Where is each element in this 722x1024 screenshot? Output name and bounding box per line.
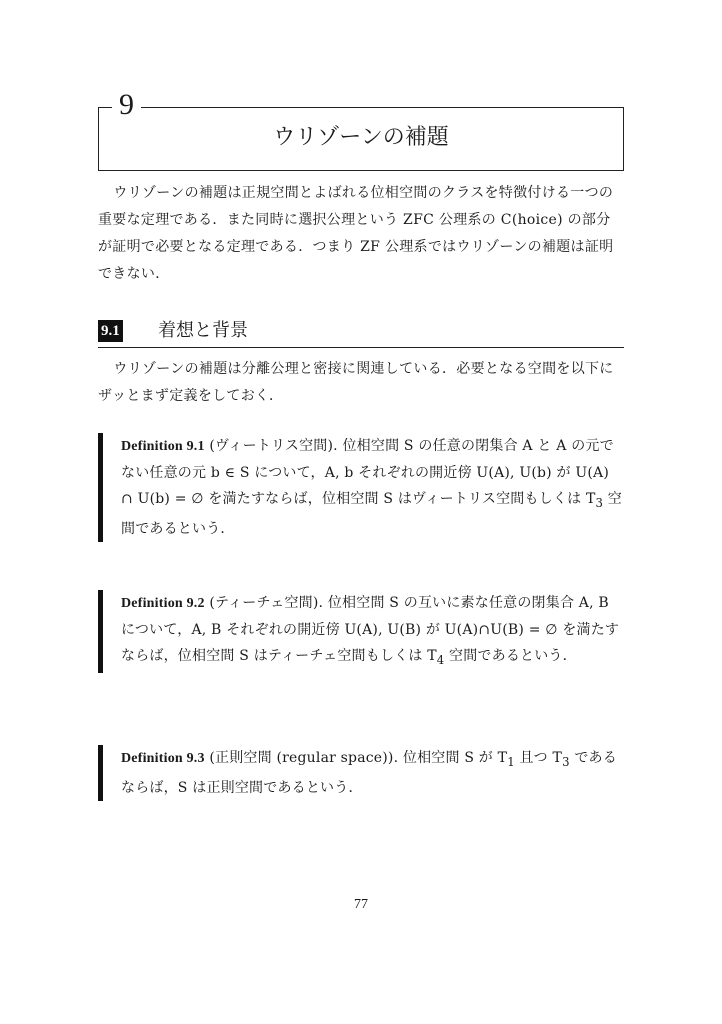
definition-name: (ヴィートリス空間).	[209, 438, 338, 454]
definition-text	[121, 745, 624, 801]
definition-body-mid: 且つ T	[514, 750, 563, 766]
subscript: 3	[562, 754, 570, 769]
definition-body-end: 空間であるという．	[121, 491, 622, 537]
definition-body-end: であるならば，S は正則空間であるという．	[121, 750, 617, 796]
page-number: 77	[354, 897, 368, 912]
definition-label: Definition 9.1	[121, 439, 205, 454]
definition-label: Definition 9.3	[121, 751, 205, 766]
definition-body-end: 空間であるという．	[444, 648, 577, 664]
subscript: 4	[436, 652, 445, 667]
section-heading	[98, 318, 624, 348]
definition-name: (正則空間 (regular space)).	[209, 750, 399, 766]
chapter-number: 9	[112, 88, 141, 122]
subscript: 3	[595, 495, 604, 510]
definition-block-9-1	[98, 433, 624, 542]
definition-block-9-3	[98, 745, 624, 801]
definition-body: 位相空間 S の任意の閉集合 A と A の元でない任意の元 b ∈ S について，A, b それぞれの開近傍 U(A), U(b) が U(A) ∩ U(b) = ∅ を満たすならば，位相空間 S はヴィートリス空間もしくは T	[121, 438, 614, 507]
definition-name: (ティーチェ空間).	[209, 595, 324, 611]
definition-body: 位相空間 S が T	[402, 750, 508, 766]
definition-body: 位相空間 S の互いに素な任意の閉集合 A, B について，A, B それぞれの開近傍 U(A), U(B) が U(A)∩U(B) = ∅ を満たすならば，位相空間 S はティーチェ空間もしくは T	[121, 595, 620, 664]
definition-label: Definition 9.2	[121, 596, 205, 611]
definition-text	[121, 590, 624, 673]
subscript: 1	[507, 754, 515, 769]
chapter-title: ウリゾーンの補題	[273, 125, 449, 150]
section-number: 9.1	[98, 320, 123, 342]
section-intro-paragraph: ウリゾーンの補題は分離公理と密接に関連している．必要となる空間を以下にザッとまず定義をしておく．	[98, 361, 614, 404]
chapter-intro-paragraph: ウリゾーンの補題は正規空間とよばれる位相空間のクラスを特徴付ける一つの重要な定理である．また同時に選択公理という ZFC 公理系の C(hoice) の部分が証明で必要となる定理である．つまり ZF 公理系ではウリゾーンの補題は証明できない．	[98, 185, 614, 282]
section-title: 着想と背景	[158, 320, 248, 341]
definition-text	[121, 433, 624, 542]
definition-block-9-2	[98, 590, 624, 673]
